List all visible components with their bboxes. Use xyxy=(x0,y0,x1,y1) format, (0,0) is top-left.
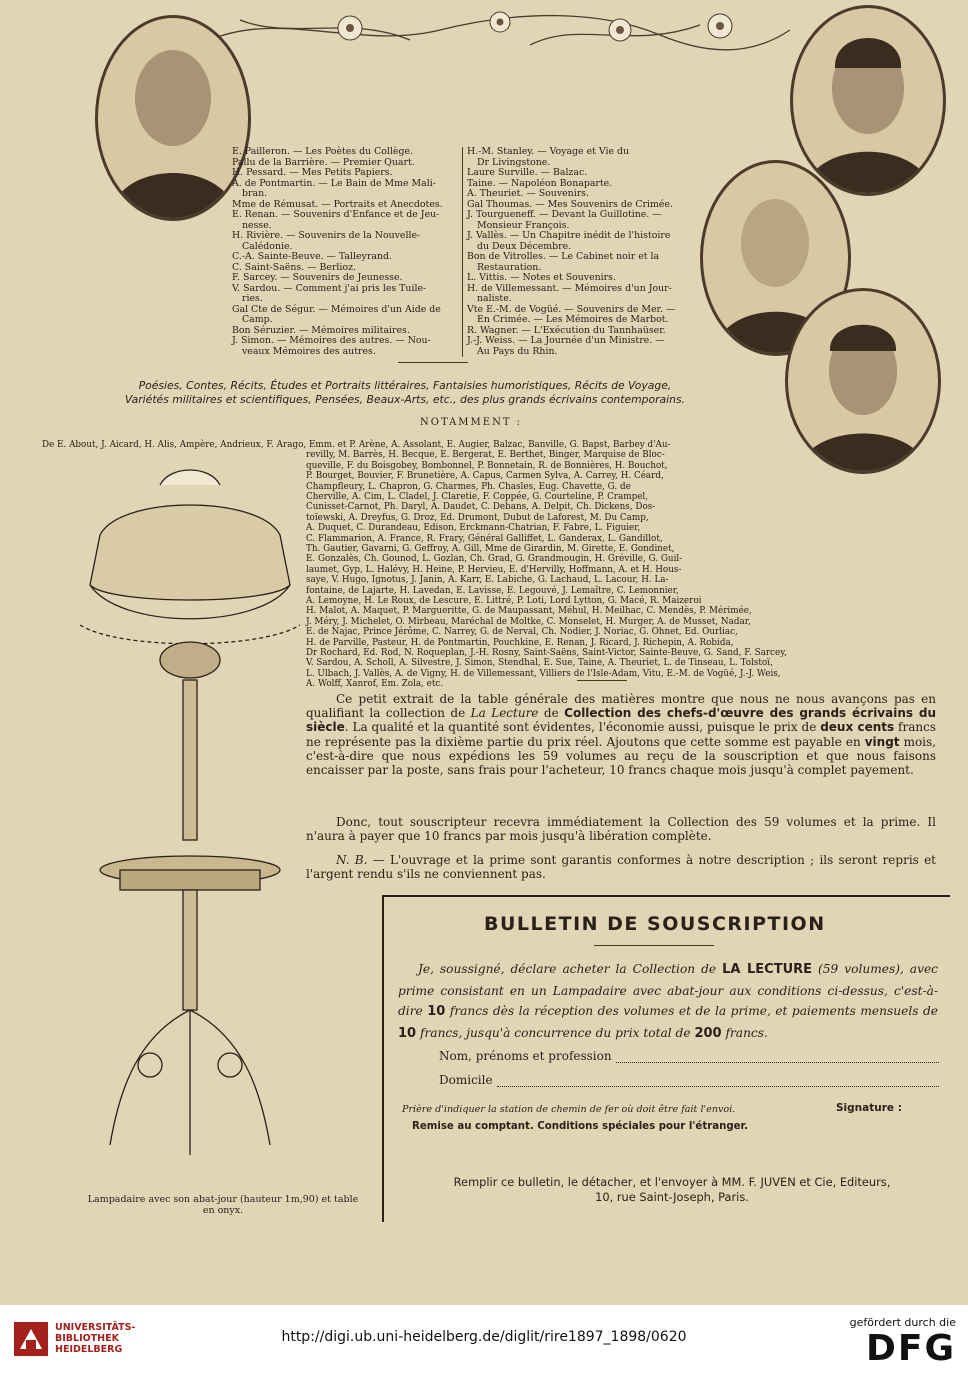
authors-line: J. Méry, J. Michelet, O. Mirbeau, Maréchal de Moltke, C. Monselet, H. Murger, A. de Musset, Nadar, xyxy=(306,616,751,627)
entry-line: Bon de Vitrolles. — Le Cabinet noir et la xyxy=(467,251,660,262)
authors-line: P. Bourget, Bouvier, F. Brunetière, A. Capus, Carmen Sylva, A. Carrey, H. Céard, xyxy=(306,471,664,482)
entry-line: H. de Villemessant. — Mémoires d'un Jour- xyxy=(467,282,672,294)
entry-line: C.-A. Sainte-Beuve. — Talleyrand. xyxy=(232,251,392,262)
left-column xyxy=(232,147,443,357)
authors-line: Cunisset-Carnot, Ph. Daryl, A. Daudet, C. Debans, A. Delpit, Ch. Dickens, Dos- xyxy=(306,502,656,513)
floral-ornament xyxy=(200,0,800,60)
portrait-top-right xyxy=(790,5,946,196)
authors-line: L. Ulbach, J. Vallès, A. de Vigny, H. de Villemessant, Villiers de l'Isle-Adam, Vitu, E.-M. de Vogüé, J.-J. Weis, xyxy=(306,668,781,679)
entry-line: J.-J. Weiss. — La Journée d'un Ministre. — xyxy=(467,335,665,346)
authors-line: E. Gonzalès, Ch. Gounod, L. Gozlan, Ch. Grad, G. Grandmougin, H. Gréville, G. Guil- xyxy=(306,554,683,565)
entry-line: bran. xyxy=(242,188,268,199)
entry-line: Gal Cte de Ségur. — Mémoires d'un Aide de xyxy=(232,303,441,315)
form-title: BULLETIN DE SOUSCRIPTION xyxy=(484,913,826,935)
entry-line: Camp. xyxy=(242,314,273,325)
divider xyxy=(398,362,468,363)
entry-line: Restauration. xyxy=(477,261,542,273)
entry-line: A. Theuriet. — Souvenirs. xyxy=(467,188,589,199)
authors-line: toïewski, A. Dreyfus, G. Droz, Ed. Drumont, Dubut de Laforest, M. Du Camp, xyxy=(306,512,649,523)
entry-line: E. Renan. — Souvenirs d'Enfance et de Jeu- xyxy=(232,209,440,220)
divider xyxy=(577,680,627,681)
portrait-pailleron xyxy=(95,15,251,221)
authors-line: revilly, M. Barrès, H. Becque, E. Bergerat, E. Berthet, Binger, Marquise de Bloc- xyxy=(306,450,665,461)
entry-line: L. Vittis. — Notes et Souvenirs. xyxy=(467,272,616,283)
signature-label: Signature : xyxy=(836,1102,902,1114)
entry-line: Pallu de la Barrière. — Premier Quart. xyxy=(232,156,415,168)
entry-line: nesse. xyxy=(242,219,272,231)
entry-line: E. Pailleron. — Les Poètes du Collège. xyxy=(232,146,414,157)
dfg-logo: gefördert durch die DFG xyxy=(849,1316,956,1369)
lamp-caption: Lampadaire avec son abat-jour (hauteur 1m,90) et table en onyx. xyxy=(87,1194,359,1216)
entry-line: Gal Thoumas. — Mes Souvenirs de Crimée. xyxy=(467,198,673,210)
right-column xyxy=(462,147,675,357)
authors-line: C. Flammarion, A. France, R. Frary, Général Galliffet, L. Ganderax, L. Gandillot, xyxy=(306,533,663,544)
lamp-illustration xyxy=(80,455,300,1175)
nb-paragraph: N. B. — L'ouvrage et la prime sont garantis conformes à notre description ; ils seront repris et l'argent rendu s'ils ne conviennent pas. xyxy=(306,853,937,882)
authors-line: queville, F. du Boisgobey, Bombonnel, P. Bonnetain, R. de Bonnières, H. Bouchot, xyxy=(306,460,668,471)
authors-line: A. Duquet, C. Durandeau, Edison, Erckmann-Chatrian, F. Fabre, L. Figuier, xyxy=(306,523,641,534)
entry-line: Au Pays du Rhin. xyxy=(477,345,558,357)
entry-line: Laure Surville. — Balzac. xyxy=(467,167,588,178)
entry-line: Taine. — Napoléon Bonaparte. xyxy=(467,177,613,189)
entry-line: J. Vallès. — Un Chapitre inédit de l'histoire xyxy=(467,230,671,241)
entry-line: Mme de Rémusat. — Portraits et Anecdotes. xyxy=(232,198,443,210)
entry-line: naliste. xyxy=(477,293,512,304)
entry-line: Calédonie. xyxy=(242,240,293,252)
authors-line: H. de Parville, Pasteur, H. de Pontmartin, Pouchkine, E. Renan, J. Ricard, J. Richepin, A. Robida, xyxy=(306,637,734,648)
entry-line: R. Wagner. — L'Exécution du Tannhaüser. xyxy=(467,324,666,336)
name-field[interactable]: Nom, prénoms et profession xyxy=(439,1049,939,1063)
entry-line: V. Sardou. — Comment j'ai pris les Tuile- xyxy=(232,282,427,294)
station-note: Prière d'indiquer la station de chemin de fer où doit être fait l'envoi. xyxy=(402,1104,736,1115)
authors-line: A. Lemoyne, H. Le Roux, de Lescure, E. Littré, P. Loti, Lord Lytton, G. Macé, R. Maizeroi xyxy=(306,596,702,606)
portrait-bottom-right xyxy=(785,288,941,474)
form-declaration: Je, soussigné, déclare acheter la Collection de LA LECTURE (59 volumes), avec prime consistant en un Lampadaire avec abat-jour aux conditions ci-dessus, c'est-à-dire 10 francs dès la réception des volumes et de la prime, et paiements mensuels de 10 francs, jusqu'à concurrence du prix total de 200 francs. xyxy=(398,962,938,1041)
authors-line: Th. Gautier, Gavarni, G. Geffroy, A. Gill, Mme de Girardin, M. Girette, E. Gondinet, xyxy=(306,544,675,554)
authors-line: Cherville, A. Cim, L. Cladel, J. Claretie, F. Coppée, G. Courteline, P. Crampel, xyxy=(306,492,649,502)
entry-line: F. Sarcey. — Souvenirs de Jeunesse. xyxy=(232,272,403,283)
send-instructions: Remplir ce bulletin, le détacher, et l'envoyer à MM. F. JUVEN et Cie, Editeurs, 10, rue Saint-Joseph, Paris. xyxy=(453,1175,891,1204)
entry-line: veaux Mémoires des autres. xyxy=(242,345,376,357)
entry-line: J. Simon. — Mémoires des autres. — Nou- xyxy=(232,335,431,346)
permalink[interactable]: http://digi.ub.uni-heidelberg.de/diglit/rire1897_1898/0620 xyxy=(281,1329,687,1345)
address-field[interactable]: Domicile xyxy=(439,1073,939,1087)
authors-line: De E. About, J. Aicard, H. Alis, Ampère, Andrieux, F. Arago, Emm. et P. Arène, A. Assolant, E. Augier, Balzac, Banville, G. Bapst, Barbey d'Au- xyxy=(42,440,671,450)
entry-line: H. Rivière. — Souvenirs de la Nouvelle- xyxy=(232,230,421,241)
university-library-name: UNIVERSITÄTS- BIBLIOTHEK HEIDELBERG xyxy=(55,1322,136,1355)
entry-line: ries. xyxy=(242,293,263,304)
entry-line: A. de Pontmartin. — Le Bain de Mme Mali- xyxy=(232,177,436,189)
authors-line: fontaine, de Lajarte, H. Lavedan, E. Lavisse, E. Legouvé, J. Lemaître, C. Lemonnier, xyxy=(306,585,679,596)
entry-line: J. Tourgueneff. — Devant la Guillotine. — xyxy=(467,209,662,220)
divider xyxy=(594,945,714,946)
entry-line: C. Saint-Saëns. — Berlioz. xyxy=(232,261,356,273)
authors-line: Champfleury, L. Chapron, G. Charmes, Ph. Chasles, Eug. Chavette, G. de xyxy=(306,481,631,492)
entry-line: Bon Séruzier. — Mémoires militaires. xyxy=(232,324,410,336)
authors-line: laumet, Gyp, L. Halévy, H. Heine, P. Hervieu, E. d'Hervilly, Hoffmann, A. et H. Hous- xyxy=(306,564,682,575)
entry-line: Vte E.-M. de Vogüé. — Souvenirs de Mer. — xyxy=(467,303,676,315)
notamment-heading: NOTAMMENT : xyxy=(420,417,523,428)
second-paragraph: Donc, tout souscripteur recevra immédiatement la Collection des 59 volumes et la prime. Il n'aura à payer que 10 francs par mois jusqu'à libération complète. xyxy=(306,815,936,844)
entry-line: Monsieur François. xyxy=(477,219,570,231)
subscription-form xyxy=(382,895,950,1222)
authors-line: saye, V. Hugo, Ignotus, J. Janin, A. Karr, E. Labiche, G. Lachaud, L. Lacour, H. La- xyxy=(306,575,669,586)
entry-line: du Deux Décembre. xyxy=(477,240,572,252)
intro-paragraph: Ce petit extrait de la table générale des matières montre que nous ne nous avançons pas en qualifiant la collection de La Lecture de Collection des chefs-d'œuvre des grands écrivains du siècle. La qualité et la quantité sont évidentes, l'économie aussi, puisque le prix de deux cents francs ne représente pas la dixième partie du prix réel. Ajoutons que cette somme est payable en vingt mois, c'est-à-dire que nous expédions les 59 volumes au reçu de la souscription et que nous faisons encaisser par la poste, sans frais pour l'acheteur, 10 francs chaque mois jusqu'à complet payement. xyxy=(306,692,936,778)
payment-note: Remise au comptant. Conditions spéciales pour l'étranger. xyxy=(412,1121,749,1132)
authors-line: Dr Rochard, Ed. Rod, N. Roqueplan, J.-H. Rosny, Saint-Saëns, Saint-Victor, Sainte-Beuve, G. Sand, F. Sarcey, xyxy=(306,648,787,658)
entry-line: En Crimée. — Les Mémoires de Marbot. xyxy=(477,314,669,325)
entry-line: H. Pessard. — Mes Petits Papiers. xyxy=(232,167,393,178)
authors-line: V. Sardou, A. Scholl, A. Silvestre, J. Simon, Stendhal, E. Sue, Taine, A. Theuriet, L. de Tinseau, L. Tolstoï, xyxy=(306,658,773,669)
authors-line: E. de Najac, Prince Jérôme, C. Narrey, G. de Nerval, Ch. Nodier, J. Noriac, G. Ohnet, Ed. Ourliac, xyxy=(306,627,738,638)
genres-text: Poésies, Contes, Récits, Études et Portraits littéraires, Fantaisies humoristiques, Récits de Voyage, Variétés militaires et scientifiques, Pensées, Beaux-Arts, etc., des plus grands écrivains contemporains. xyxy=(124,379,686,406)
entry-line: Dr Livingstone. xyxy=(477,156,551,168)
entry-line: H.-M. Stanley. — Voyage et Vie du xyxy=(467,146,630,157)
authors-line: H. Malot, A. Maquet, P. Margueritte, G. de Maupassant, Méhul, H. Meilhac, C. Mendès, P. Mérimée, xyxy=(306,606,752,617)
authors-line: A. Wolff, Xanrof, Em. Zola, etc. xyxy=(306,679,444,690)
